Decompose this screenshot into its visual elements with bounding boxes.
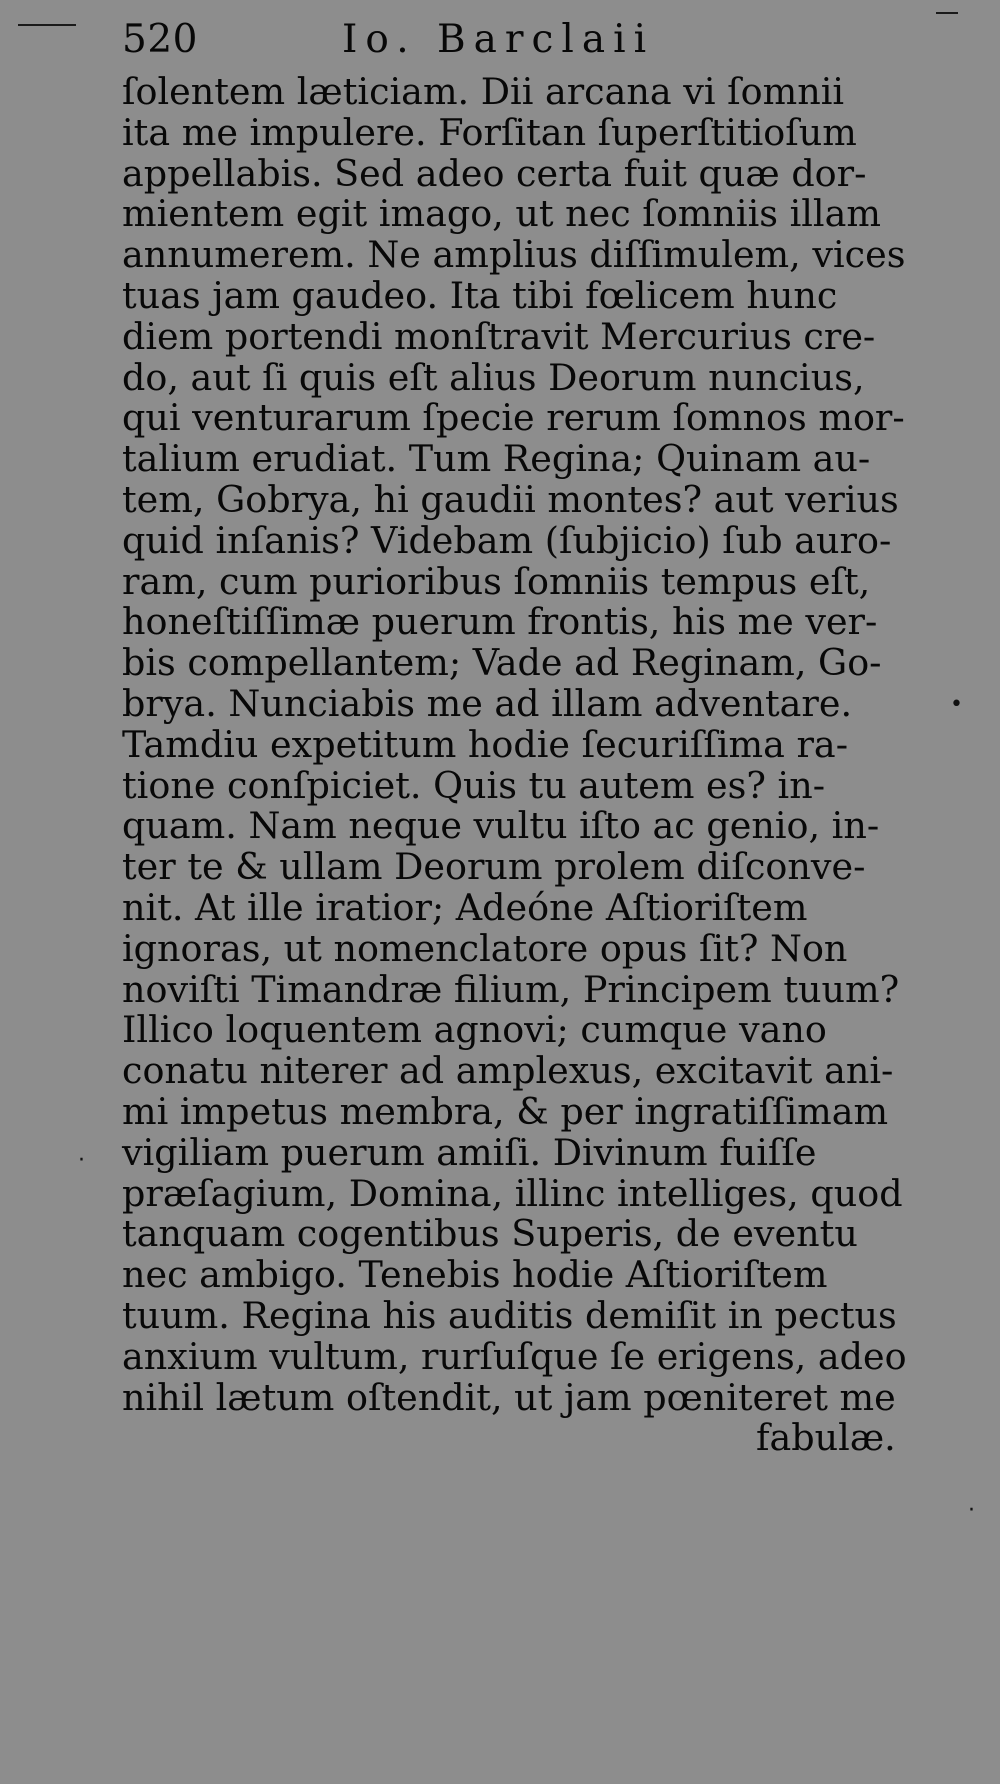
- text-line: noviſti Timandræ filium, Principem tuum?: [122, 967, 900, 1011]
- text-line: Tamdiu expetitum hodie ſecuriſſima ra-: [122, 722, 849, 766]
- text-line: tione conſpiciet. Quis tu autem es? in-: [122, 763, 826, 807]
- body-text: [122, 72, 908, 1459]
- text-line: Illico loquentem agnovi; cumque vano: [122, 1008, 827, 1052]
- page-header: [122, 14, 902, 66]
- text-line: tuas jam gaudeo. Ita tibi fœlicem hunc: [122, 273, 838, 317]
- text-line: ignoras, ut nomenclatore opus ſit? Non: [122, 926, 848, 970]
- text-line: diem portendi monſtravit Mercurius cre-: [122, 314, 876, 358]
- text-line: talium erudiat. Tum Regina; Quinam au-: [122, 437, 871, 481]
- text-line: ita me impulere. Forſitan ſuperſtitioſum: [122, 110, 857, 154]
- text-line: mi impetus membra, & per ingratiſſimam: [122, 1089, 889, 1133]
- text-line: tem, Gobrya, hi gaudii montes? aut verius: [122, 477, 899, 521]
- text-line: mientem egit imago, ut nec ſomniis illam: [122, 192, 881, 236]
- text-line: annumerem. Ne amplius diſſimulem, vices: [122, 233, 906, 277]
- text-line: do, aut ſi quis eſt alius Deorum nuncius,: [122, 355, 865, 399]
- margin-dot: ·: [968, 1498, 975, 1523]
- text-line: anxium vultum, rurſuſque ſe erigens, adeo: [122, 1334, 907, 1378]
- text-line: bis compellantem; Vade ad Reginam, Go-: [122, 641, 882, 685]
- text-line: tanquam cogentibus Superis, de eventu: [122, 1212, 858, 1256]
- text-line: nit. At ille iratior; Adeóne Aſtioriſtem: [122, 885, 808, 929]
- text-line: tuum. Regina his auditis demiſit in pectus: [122, 1293, 897, 1337]
- top-left-rule: [18, 24, 76, 26]
- text-line: conatu niterer ad amplexus, excitavit ani-: [122, 1049, 894, 1093]
- text-line: præſagium, Domina, illinc intelliges, quod: [122, 1171, 903, 1215]
- page-number: 520: [122, 17, 198, 62]
- text-line: ſolentem læticiam. Dii arcana vi ſomnii: [122, 70, 845, 113]
- text-line: quam. Nam neque vultu iſto ac genio, in-: [122, 804, 880, 848]
- text-line: quid inſanis? Videbam (ſubjicio) ſub auro-: [122, 518, 892, 562]
- text-line: honeſtiſſimæ puerum frontis, his me ver-: [122, 600, 878, 644]
- text-line: nihil lætum oſtendit, ut jam pœniteret me: [122, 1375, 896, 1419]
- margin-dot: ·: [78, 1148, 85, 1173]
- text-line: appellabis. Sed adeo certa fuit quæ dor-: [122, 151, 867, 195]
- text-line-final: fabulæ.: [756, 1416, 896, 1460]
- running-head: Io. Barclaii: [342, 17, 655, 62]
- text-line: qui venturarum ſpecie rerum ſomnos mor-: [122, 396, 905, 440]
- text-line: brya. Nunciabis me ad illam adventare.: [122, 681, 853, 725]
- margin-dot: •: [950, 692, 963, 717]
- text-line: ram, cum purioribus ſomniis tempus eſt,: [122, 559, 871, 603]
- text-line: nec ambigo. Tenebis hodie Aſtioriſtem: [122, 1253, 828, 1297]
- text-line: ter te & ullam Deorum prolem diſconve-: [122, 845, 866, 889]
- text-line: vigiliam puerum amiſi. Divinum fuiſſe: [122, 1130, 817, 1174]
- top-right-mark: [936, 12, 958, 14]
